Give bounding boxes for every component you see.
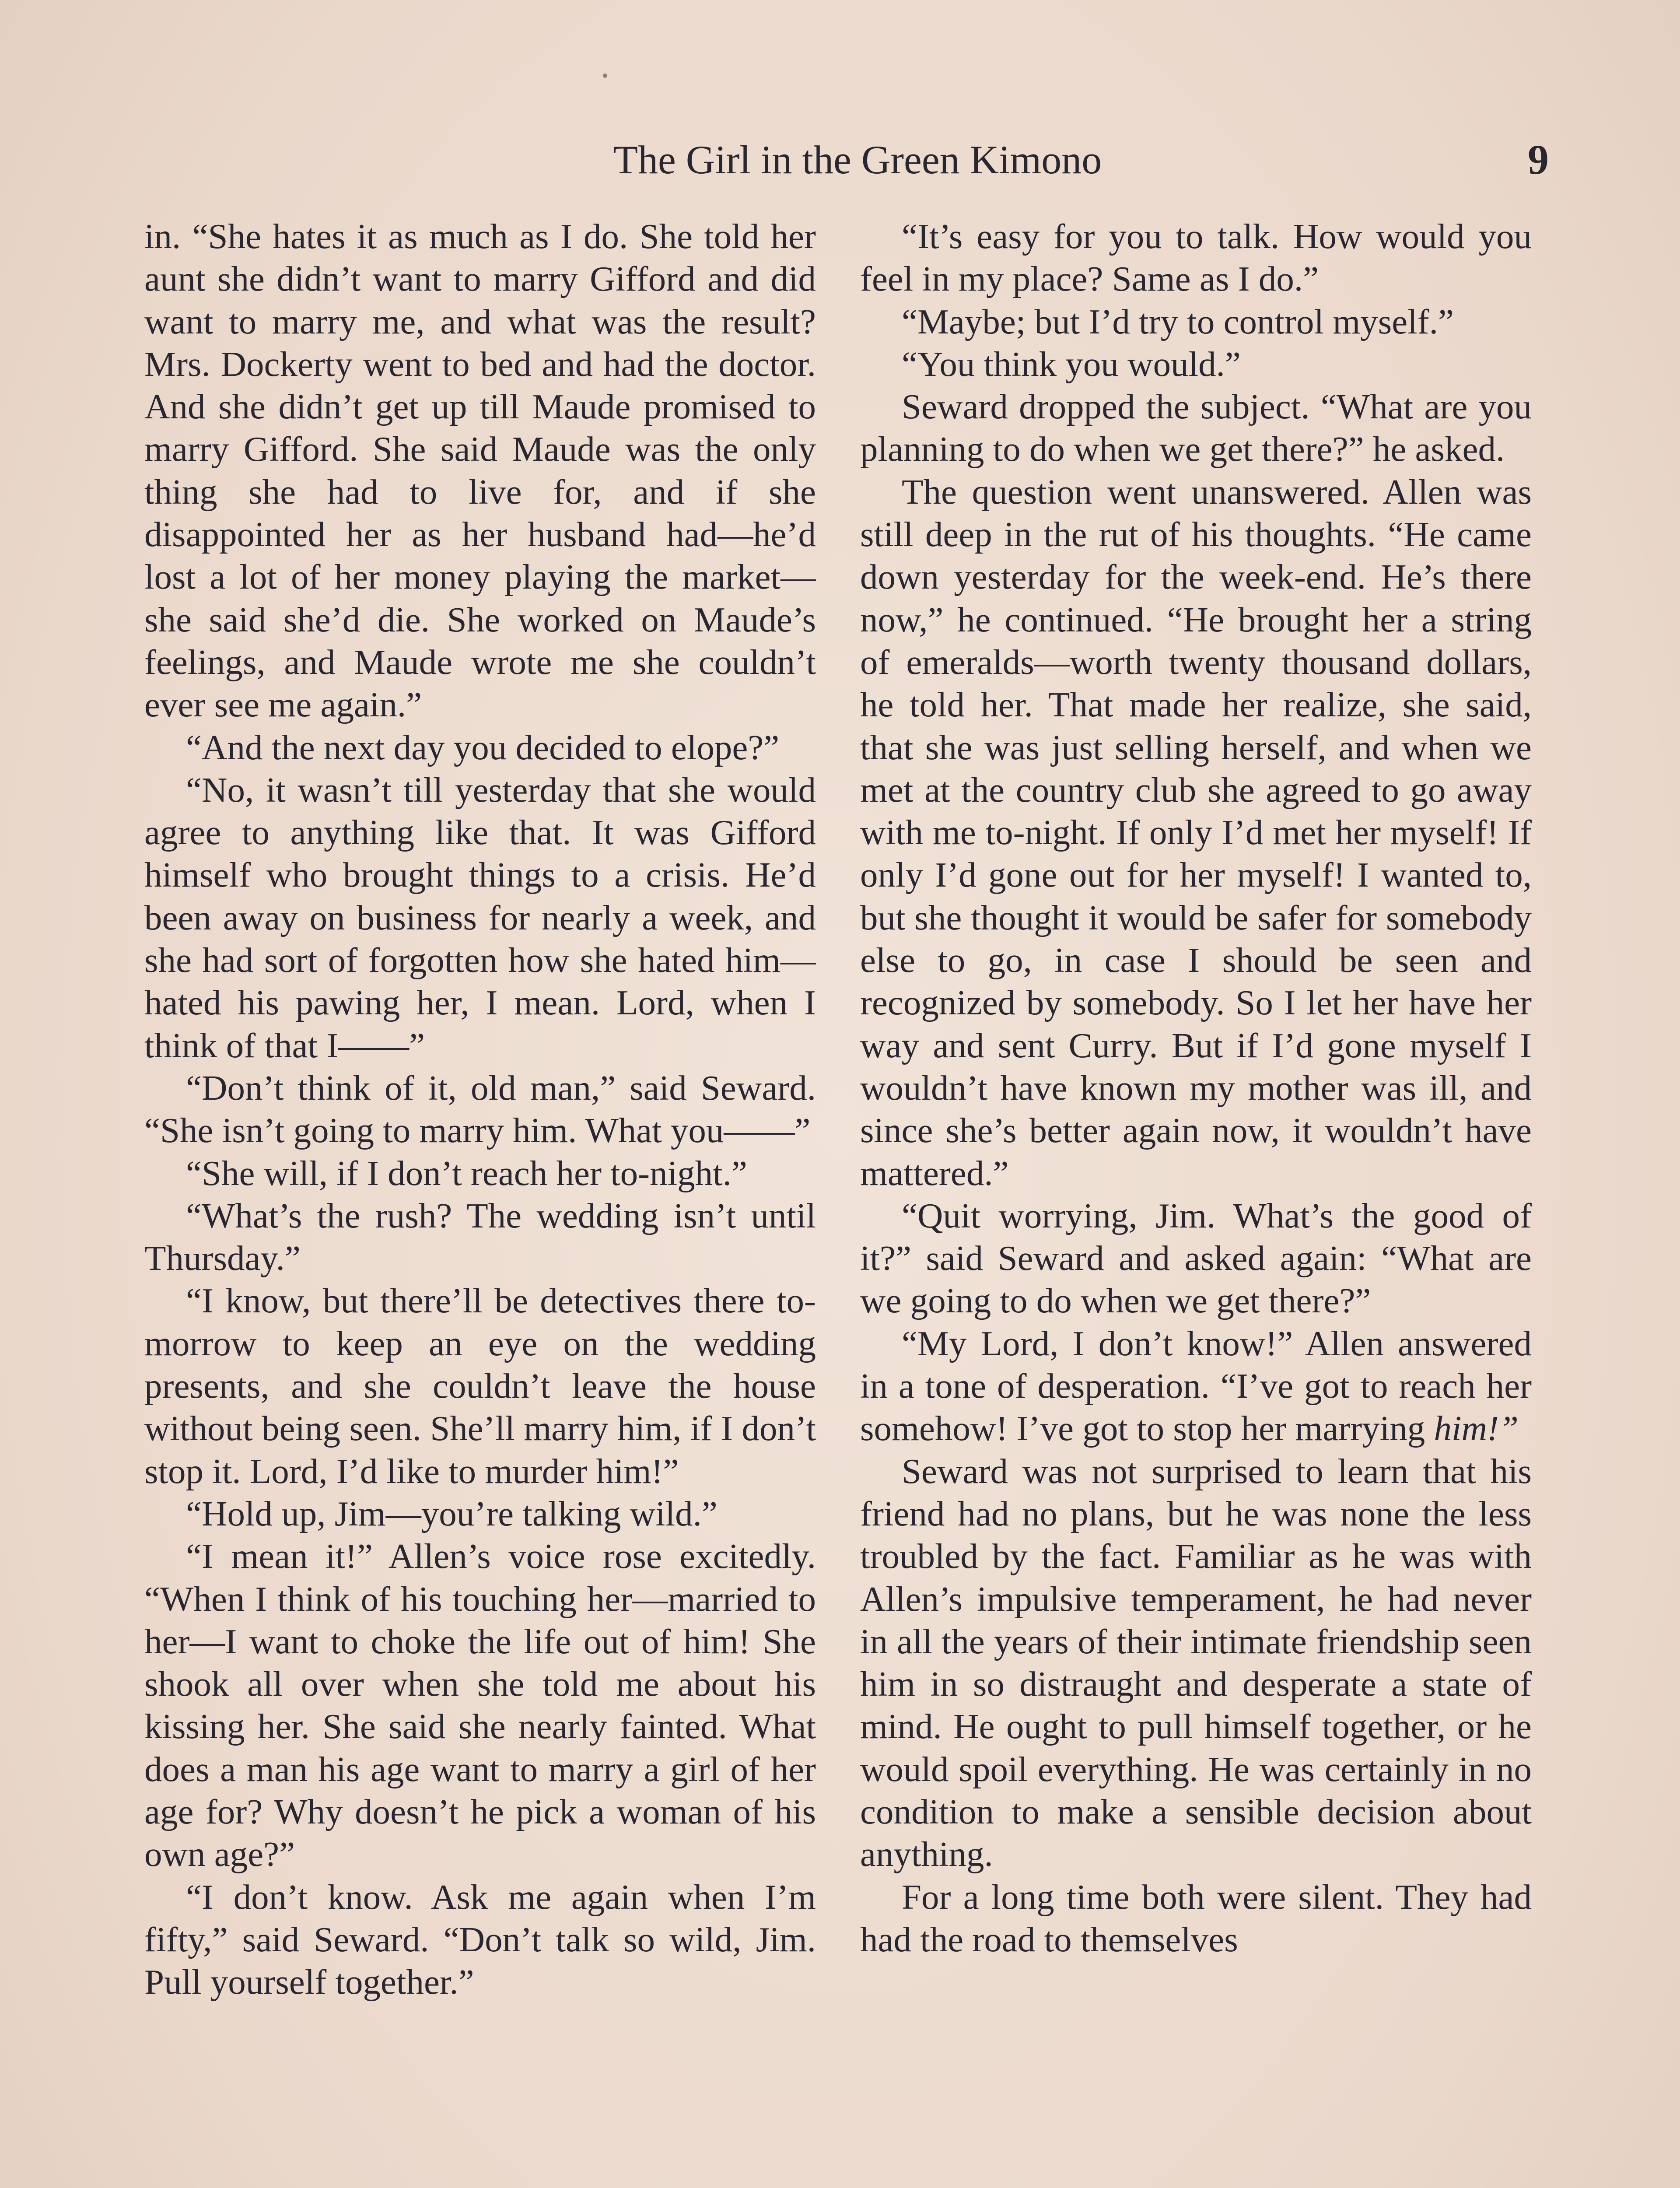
paragraph: in. “She hates it as much as I do. She told her aunt she didn’t want to marry Gifford and did want to marry me, and what was the result? Mrs. Dockerty went to bed and had the doctor. And she didn’t get up till Maude promised to marry Gifford. She said Maude was the only thing she had to live for, and if she disappointed her as her husband had—he’d lost a lot of her money playing the market—she said she’d die. She worked on Maude’s feelings, and Maude wrote me she couldn’t ever see me again.” — [144, 217, 816, 725]
paragraph-text: “My Lord, I don’t know!” Allen answered in a tone of desperation. “I’ve got to reach her somehow! I’ve got to stop her marrying — [860, 1323, 1532, 1448]
paragraph: The question went unanswered. Allen was still deep in the rut of his thoughts. “He came down yesterday for the week-end. He’s there now,” he continued. “He brought her a string of emeralds—worth twenty thousand dollars, he told her. That made her realize, she said, that she was just selling herself, and when we met at the country club she agreed to go away with me to-night. If only I’d met her myself! If only I’d gone out for her myself! I wanted to, but she thought it would be safer for somebody else to go, in case I should be seen and recognized by somebody. So I let her have her way and sent Curry. But if I’d gone myself I wouldn’t have known my mother was ill, and since she’s better again now, it wouldn’t have mattered.” — [860, 472, 1532, 1193]
paragraph: “She will, if I don’t reach her to-night.” — [186, 1153, 747, 1193]
paragraph: “Maybe; but I’d try to control myself.” — [902, 302, 1454, 341]
paragraph: “Don’t think of it, old man,” said Seward. “She isn’t going to marry him. What you——” — [144, 1068, 816, 1150]
paragraph — [860, 1322, 1532, 1450]
paragraph: Seward was not surprised to learn that his friend had no plans, but he was none the less troubled by the fact. Familiar as he was with Allen’s impulsive temperament, he had never in all the years of their intimate friendship seen him in so distraught and desperate a state of mind. He ought to pull himself together, or he would spoil everything. He was certainly in no condition to make a sensible decision about anything. — [860, 1451, 1532, 1874]
paragraph: “You think you would.” — [902, 344, 1241, 384]
paragraph: “Quit worrying, Jim. What’s the good of it?” said Seward and asked again: “What are we going to do when we get there?” — [860, 1196, 1532, 1321]
paragraph: “I know, but there’ll be detectives there to-morrow to keep an eye on the wedding presents, and she couldn’t leave the house without being seen. She’ll marry him, if I don’t stop it. Lord, I’d like to murder him!” — [144, 1281, 816, 1491]
paragraph: “What’s the rush? The wedding isn’t until Thursday.” — [144, 1196, 816, 1278]
paragraph: “I mean it!” Allen’s voice rose excitedly. “When I think of his touching her—married to her—I want to choke the life out of him! She shook all over when she told me about his kissing her. She said she nearly fainted. What does a man his age want to marry a girl of her age for? Why doesn’t he pick a woman of his own age?” — [144, 1536, 816, 1874]
emphasis-text: him!” — [1434, 1409, 1519, 1448]
paragraph: For a long time both were silent. They had had the road to themselves — [860, 1877, 1532, 1959]
paragraph: “It’s easy for you to talk. How would you feel in my place? Same as I do.” — [860, 217, 1532, 299]
paragraph: “Hold up, Jim—you’re talking wild.” — [186, 1494, 718, 1533]
paragraph: Seward dropped the subject. “What are you planning to do when we get there?” he asked. — [860, 387, 1532, 469]
running-title: The Girl in the Green Kimono — [613, 137, 1102, 182]
left-column — [144, 215, 816, 2188]
paragraph: “I don’t know. Ask me again when I’m fifty,” said Seward. “Don’t talk so wild, Jim. Pull yourself together.” — [144, 1877, 816, 2002]
paragraph: “No, it wasn’t till yesterday that she would agree to anything like that. It was Gifford himself who brought things to a crisis. He’d been away on business for nearly a week, and she had sort of forgotten how she hated him—hated his pawing her, I mean. Lord, when I think of that I——” — [144, 770, 816, 1065]
page-header — [0, 131, 1680, 188]
page-number: 9 — [1528, 136, 1549, 183]
ink-speck — [603, 74, 607, 78]
paragraph: “And the next day you decided to elope?” — [186, 727, 780, 767]
right-column — [860, 215, 1532, 2188]
